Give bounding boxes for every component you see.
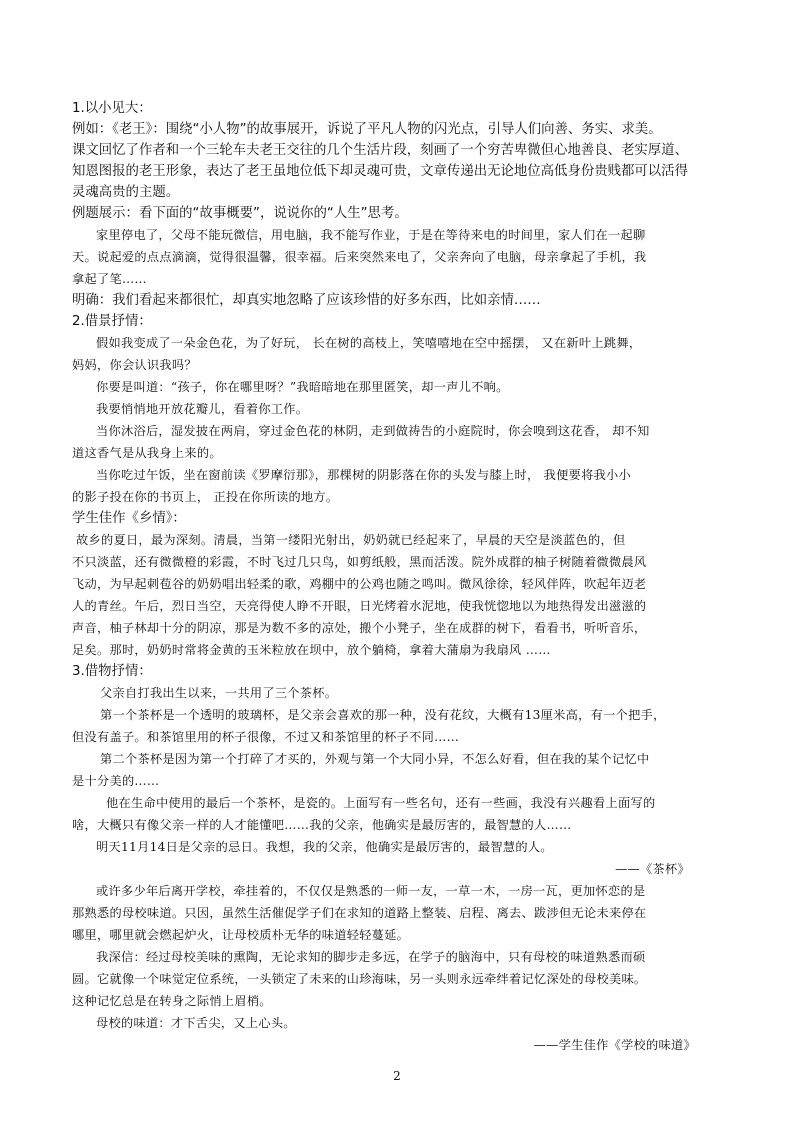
- school-line-1: 或许多少年后离开学校，牵挂着的，不仅仅是熟悉的一师一友，一草一木，一房一瓦，更加怀恋的是: [96, 884, 646, 898]
- poem-line-5: 当你沐浴后，湿发披在两肩，穿过金色花的林阴，走到做祷告的小庭院时，你会嗅到这花香， 却不知: [96, 424, 650, 438]
- demo-line-1: 家里停电了，父母不能玩微信，用电脑，我不能写作业，于是在等待来电的时间里，家人们在一起聊: [96, 228, 646, 242]
- example-line-2: 课文回忆了作者和一个三轮车夫老王交往的几个生活片段，刻画了一个穷苦卑微但心地善良、老实厚道、: [72, 143, 688, 158]
- poem-line-4: 我要悄悄地开放花瓣儿，看着你工作。: [96, 402, 309, 416]
- demo-title: 例题展示：看下面的“故事概要”，说说你的“人生”思考。: [72, 206, 408, 221]
- example-line-3: 知恩图报的老王形象，表达了老王虽地位低下却灵魂可贵，文章传递出无论地位高低身份贵贱都可以活得: [72, 164, 688, 179]
- school-line-2: 那熟悉的母校味道。只因，虽然生活催促学子们在求知的道路上整装、启程、离去、跋涉但无论未来停在: [72, 906, 647, 920]
- school-line-3: 哪里，哪里就会燃起炉火，让母校质朴无华的味道轻轻蔓延。: [72, 928, 410, 942]
- poem-line-3: 你要是叫道：“孩子，你在哪里呀？”我暗暗地在那里匿笑，却一声儿不响。: [96, 380, 509, 394]
- poem-line-7: 当你吃过午饭，坐在窗前读《罗摩衍那》，那棵树的阴影落在你的头发与膝上时， 我便要将我小小: [96, 468, 632, 482]
- demo-line-3: 拿起了笔……: [72, 272, 147, 286]
- school-line-4: 我深信：经过母校美味的熏陶，无论求知的脚步走多远，在学子的脑海中，只有母校的味道熟悉而硕: [96, 950, 646, 964]
- page-number: 2: [393, 1069, 401, 1083]
- student-line-3: 飞动，为早起刺苞谷的奶奶唱出轻柔的歌，鸡棚中的公鸡也随之鸣叫。微风徐徐，轻风伴阵，吹起年迈老: [72, 577, 647, 591]
- student-work-title: 学生佳作《乡情》：: [72, 511, 186, 526]
- cup-line-6: 他在生命中使用的最后一个茶杯，是瓷的。上面写有一些名句，还有一些画，我没有兴趣看上面写的: [106, 796, 656, 810]
- cup-line-5: 是十分美的……: [72, 774, 160, 788]
- cup-line-4: 第二个茶杯是因为第一个打碎了才买的，外观与第一个大同小异，不怎么好看，但在我的某个记忆中: [100, 752, 650, 766]
- demo-line-2: 天。说起爱的点点滴滴，觉得很温馨，很幸福。后来突然来电了，父亲奔向了电脑，母亲拿起了手机，我: [72, 250, 647, 264]
- cup-line-2: 第一个茶杯是一个透明的玻璃杯，是父亲会喜欢的那一种，没有花纹，大概有13厘米高，有一个把手，: [100, 708, 666, 722]
- section-3-title: 3.借物抒情：: [72, 664, 152, 679]
- cup-line-8: 明天11月14日是父亲的忌日。我想，我的父亲，他确实是最厉害的，最智慧的人。: [96, 840, 553, 854]
- poem-line-8: 的影子投在你的书页上， 正投在你所读的地方。: [72, 490, 339, 504]
- example-line-4: 灵魂高贵的主题。: [72, 185, 180, 200]
- poem-line-6: 道这香气是从我身上来的。: [72, 446, 222, 460]
- school-line-6: 这种记忆总是在转身之际悄上眉梢。: [72, 994, 272, 1008]
- student-line-2: 不只淡蓝，还有微微橙的彩霞，不时飞过几只鸟，如剪纸般，黑而活泼。院外成群的柚子树随着微微晨风: [72, 555, 647, 569]
- section-2-title: 2.借景抒情：: [72, 314, 152, 329]
- source-tea-cup: ——《茶杯》: [615, 862, 690, 876]
- student-line-5: 声音，柚子林却十分的阴凉，那是为数不多的凉处，搬个小凳子，坐在成群的树下，看看书，听听音乐，: [72, 621, 647, 635]
- cup-line-7: 啥，大概只有像父亲一样的人才能懂吧……我的父亲，他确实是最厉害的，最智慧的人……: [72, 818, 572, 832]
- school-line-7: 母校的味道：才下舌尖，又上心头。: [96, 1016, 296, 1030]
- cup-line-3: 但没有盖子。和茶馆里用的杯子很像，不过又和茶馆里的杯子不同……: [72, 730, 460, 744]
- example-line-1: 例如：《老王》：围绕“小人物”的故事展开，诉说了平凡人物的闪光点，引导人们向善、务实、求美。: [72, 122, 662, 137]
- document-page: [72, 98, 724, 1056]
- student-line-1: 故乡的夏日，最为深刻。清晨，当第一缕阳光射出，奶奶就已经起来了，早晨的天空是淡蓝色的，但: [76, 533, 626, 547]
- section-1-title: 1.以小见大：: [72, 101, 152, 116]
- poem-line-2: 妈妈，你会认识我吗？: [72, 358, 197, 372]
- student-line-6: 足矣。那时，奶奶时常将金黄的玉米粒放在坝中，放个躺椅，拿着大蒲扇为我扇风 ……: [72, 643, 551, 657]
- student-line-4: 人的青丝。午后，烈日当空，天亮得使人睁不开眼，日光烤着水泥地，使我恍惚地以为地热得发出滋滋的: [72, 599, 647, 613]
- clear-answer: 明确：我们看起来都很忙，却真实地忽略了应该珍惜的好多东西，比如亲情……: [72, 293, 541, 308]
- cup-line-1: 父亲自打我出生以来，一共用了三个茶杯。: [100, 686, 338, 700]
- source-school-taste: ——学生佳作《学校的味道》: [533, 1038, 696, 1052]
- poem-line-1: 假如我变成了一朵金色花，为了好玩， 长在树的高枝上，笑嘻嘻地在空中摇摆， 又在新叶上跳舞，: [96, 336, 642, 350]
- school-line-5: 圆。它就像一个味觉定位系统，一头锁定了未来的山珍海味，另一头则永远牵绊着记忆深处的母校美味。: [72, 972, 647, 986]
